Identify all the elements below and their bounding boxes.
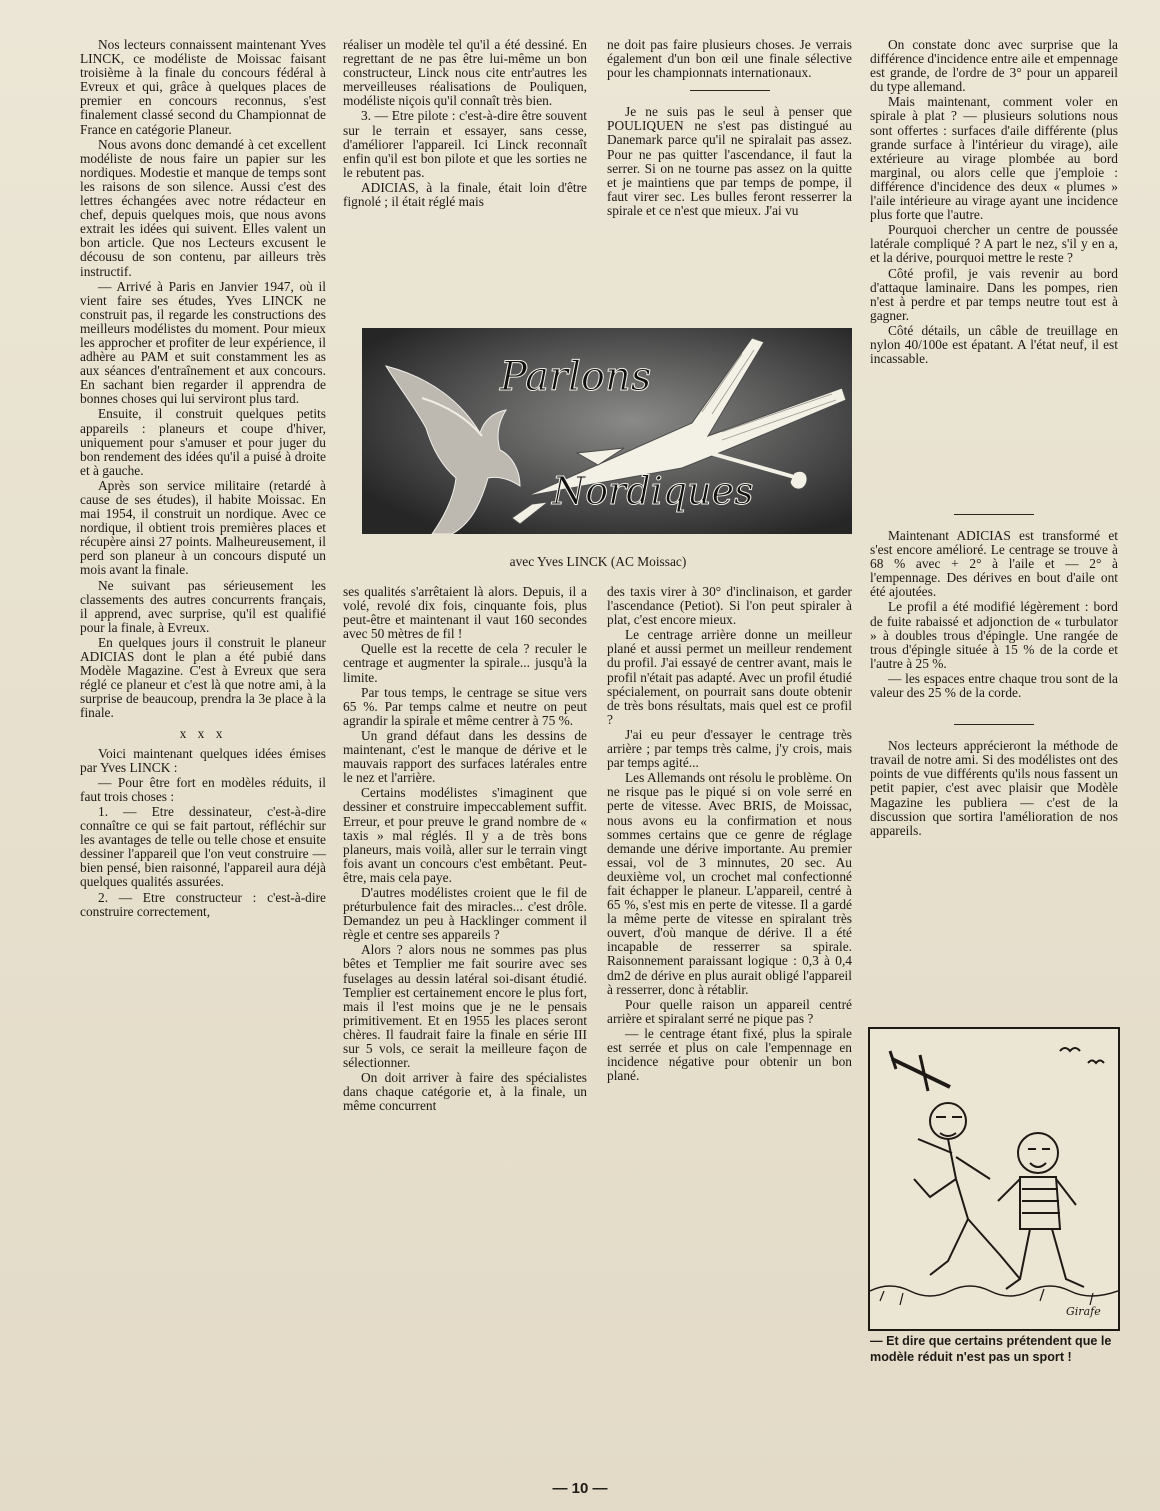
paragraph: — Arrivé à Paris en Janvier 1947, où il vient faire ses études, Yves LINCK ne construit pas, il regarde les constructions des meilleurs modélistes du moment. Pour mieux les approcher et profiter de leur expérience, il adhère au PAM et suit constamment les as aux séances d'entraînement et aux concours. En sachant bien regarder il apprendra de bonnes choses qui lui serviront plus tard. — [80, 278, 326, 407]
banner-title-line2: Nordiques — [552, 469, 754, 513]
paragraph: 3. — Etre pilote : c'est-à-dire être souvent sur le terrain et essayer, sans cesse, d'améliorer l'appareil. Ici Linck reconnaît enfin qu'il est bon pilote et que les sorties ne le rebutent pas. — [343, 108, 587, 180]
page-number: — 10 — — [552, 1480, 608, 1497]
column-2-top — [343, 38, 587, 210]
paragraph: — les espaces entre chaque trou sont de la valeur des 25 % de la corde. — [870, 670, 1118, 701]
banner-illustration — [362, 328, 852, 534]
column-2-bottom — [343, 585, 587, 1114]
paragraph: — le centrage étant fixé, plus la spirale est serrée et plus on cale l'empennage en incidence négative pour obtenir un bon plané. — [607, 1025, 852, 1084]
column-3-top — [607, 38, 852, 219]
paragraph: Maintenant ADICIAS est transformé et s'est encore amélioré. Le centrage se trouve à 68 % avec + 2° à l'aile et — 2° à l'empennage. Des dérives en bout d'aile ont été ajoutées. — [870, 528, 1118, 600]
paragraph: Je ne suis pas le seul à penser que POULIQUEN ne s'est pas distingué au Danemark parce qu'il ne spiralait pas assez. Pour ne pas quitter l'ascendance, il faut la serrer. Si on ne tourne pas assez on la quitte et je maintiens que par temps de pompe, il faut virer sec. Les bulles feront resserrer la spirale et ce n'est que mieux. J'ai vu — [607, 104, 852, 218]
paragraph: Un grand défaut dans les dessins de maintenant, c'est le manque de dérive et le mauvais rapport des surfaces latérales entre le nez et l'arrière. — [343, 727, 587, 786]
paragraph: Côté détails, un câble de treuillage en nylon 40/100e est épatant. A l'état neuf, il est incassable. — [870, 322, 1118, 367]
bird-icon — [1088, 1061, 1104, 1064]
artist-signature: Girafe — [1066, 1305, 1101, 1318]
paragraph: Pour quelle raison un appareil centré arrière et spiralant serré ne pique pas ? — [607, 996, 852, 1026]
paragraph: ADICIAS, à la finale, était loin d'être fignolé ; il était réglé mais — [343, 179, 587, 210]
paragraph: On constate donc avec surprise que la différence d'incidence entre aile et empennage est grande, de l'ordre de 3° pour un appareil du type allemand. — [870, 37, 1118, 95]
paragraph: Côté profil, je vais revenir au bord d'attaque laminaire. Dans les pompes, rien n'est à perdre et par temps neutre tout est à gagner. — [870, 265, 1118, 323]
paragraph: réaliser un modèle tel qu'il a été dessiné. En regrettant de ne pas être lui-même un bon constructeur, Linck nous cite entr'autres les merveilleuses réalisations de Pouliquen, modéliste niçois qu'il connaît très bien. — [343, 37, 587, 109]
column-4-bottom — [870, 512, 1118, 839]
laughing-man-figure — [998, 1133, 1084, 1289]
paragraph: Pourquoi chercher un centre de poussée latérale compliqué ? A part le nez, s'il y en a, et la dérive, pourquoi mettre le reste ? — [870, 222, 1118, 266]
paragraph: Quelle est la recette de cela ? reculer le centrage et augmenter la spirale... jusqu'à la limite. — [343, 641, 587, 685]
column-1 — [80, 38, 326, 920]
paragraph: Nous avons donc demandé à cet excellent modéliste de nous faire un papier sur les nordiques. Modestie et manque de temps sont les raisons de son silence. Aussi c'est des lettres échangées avec notre rédacteur en chef, depuis quelques mois, que nous avons extrait les idées qui suivent. Elles valent un bon article. Que nos Lecteurs excusent le décousu de son contenu, par ailleurs très instructif. — [80, 136, 326, 279]
paragraph: Nos lecteurs apprécieront la méthode de travail de notre ami. Si des modélistes ont des points de vue différents qu'ils nous fassent un petit papier, c'est avec plaisir que Modèle Magazine les publiera — c'est de la discussion que sortira l'amélioration de nos appareils. — [870, 738, 1118, 838]
paragraph: 1. — Etre dessinateur, c'est-à-dire connaître ce qui se fait partout, réfléchir sur les avantages de telle ou telle chose et ensuite dessiner l'appareil que l'on veut construire — bien pensé, bien raisonné, l'appareil aura déjà quelques qualités assurées. — [80, 803, 326, 890]
cartoon-caption: — Et dire que certains prétendent que le modèle réduit n'est pas un sport ! — [870, 1334, 1112, 1364]
divider — [954, 514, 1034, 515]
paragraph: Le centrage arrière donne un meilleur plané et aussi permet un meilleur rendement du profil. J'ai essayé de centrer avant, mais le profil n'était pas adapté. Avec un profil étudié spécialement, on pourrait sans doute obtenir de très bons résultats, mais quel est ce profil ? — [607, 627, 852, 727]
section-separator: x x x — [179, 725, 227, 741]
paragraph: ses qualités s'arrêtaient là alors. Depuis, il a volé, revolé dix fois, cinquante fois, plus peut-être et maintenant il vaut 160 secondes avec 50 mètres de fil ! — [343, 584, 587, 642]
paragraph: J'ai eu peur d'essayer le centrage très arrière ; par temps très calme, j'y crois, mais par temps agité... — [607, 726, 852, 771]
paragraph: Nos lecteurs connaissent maintenant Yves LINCK, ce modéliste de Moissac faisant troisième à la finale du concours fédéral à Evreux et qui, grâce à quelques places de premier en concours reconnus, s'est finalement classé second du Championnat de France en catégorie Planeur. — [80, 37, 326, 137]
paragraph: ne doit pas faire plusieurs choses. Je verrais également d'un bon œil une finale sélective pour les championnats internationaux. — [607, 37, 852, 81]
paragraph: Voici maintenant quelques idées émises par Yves LINCK : — [80, 745, 326, 775]
banner-title-line1: Parlons — [500, 354, 652, 400]
paragraph: Certains modélistes s'imaginent que dessiner et construire impeccablement suffit. Erreur, et pour preuve le grand nombre de « taxis » mal réglés. Il y a de très bons planeurs, mais voilà, aller sur le terrain vingt fois avant un concours c'est embêtant. Peut-être, mais cela paye. — [343, 785, 587, 885]
paragraph: Alors ? alors nous ne sommes pas plus bêtes et Templier me fait sourire avec ses fuselages au dessin latéral soi-disant étudié. Templier est certainement encore le plus fort, mais il l'est moins que je ne le pensais primitivement. Et en 1955 les places seront chères. Il faudrait faire la finale en série III sur 5 vols, ce serait la meilleure façon de sélectionner. — [343, 942, 587, 1071]
airplane-icon — [890, 1051, 950, 1091]
paragraph: On doit arriver à faire des spécialistes dans chaque catégorie et, à la finale, un même concurrent — [343, 1070, 587, 1114]
paragraph: D'autres modélistes croient que le fil de préturbulence fait des miracles... c'est drôle. Demandez un peu à Hacklinger comment il règle et centre ses appareils ? — [343, 884, 587, 943]
paragraph: Les Allemands ont résolu le problème. On ne risque pas le piqué si on vole serré en perte de vitesse. Avec BRIS, de Moissac, nous avons eu la confirmation et nous sommes certains que ce genre de réglage demande une dérive importante. Au premier essai, vol de 3 minnutes, 20 sec. Au deuxième vol, un crochet mal confectionné fait échapper le planeur. L'appareil, centré à 65 %, s'est mis en perte de vitesse. Il a gardé la même perte de vitesse en spiralant très ouvert, d'où manque de dérive. Il a été incapable de resserrer sa spirale. Raisonnement paraissant logique : 0,3 à 0,4 dm2 de dérive en plus aurait obligé l'appareil à resserrer, donc à rétablir. — [607, 770, 852, 997]
paragraph: 2. — Etre constructeur : c'est-à-dire construire correctement, — [80, 889, 326, 919]
article-banner — [362, 328, 852, 534]
cartoon — [868, 1027, 1120, 1331]
divider — [954, 724, 1034, 725]
paragraph: En quelques jours il construit le planeur ADICIAS dont le plan a été pubié dans Modèle Magazine. C'est à Evreux que sera réglé ce planeur et c'est là que notre ami, à la surprise de beaucoup, prendra la 3e place à la finale. — [80, 634, 326, 721]
paragraph: Par tous temps, le centrage se situe vers 65 %. Par temps calme et neutre on peut agrandir la spirale et même centrer à 75 %. — [343, 684, 587, 728]
paragraph: Mais maintenant, comment voler en spirale à plat ? — plusieurs solutions nous sont offertes : surfaces d'aile différente (plus grande surface à l'intérieur du virage), aile extérieure au virage plombée au bord marginal, ou alors celle que j'emploie : différence d'incidence des deux « plumes » l'aile intérieure au virage ayant une incidence plus forte que l'autre. — [870, 94, 1118, 223]
paragraph: Ensuite, il construit quelques petits appareils : planeurs et coupe d'hiver, uniquement pour s'amuser et pour juger du bon rendement des idées qu'il a puisé à droite et à gauche. — [80, 406, 326, 478]
column-4-top — [870, 38, 1118, 367]
paragraph: Le profil a été modifié légèrement : bord de fuite rabaissé et adjonction de « turbulator » à doubles trous d'épingle. Une rangée de trous d'épingle située à 15 % de la corde et l'autre à 25 %. — [870, 599, 1118, 671]
cartoon-drawing — [870, 1029, 1118, 1329]
paragraph: Ne suivant pas sérieusement les classements des autres concurrents français, il apprend, avec surprise, qu'il est qualifié pour la finale, à Evreux. — [80, 577, 326, 635]
paragraph: Après son service militaire (retardé à cause de ses études), il habite Moissac. En mai 1954, il construit un nordique. Avec ce nordique, il obtient trois premières places et récupère ainsi 27 points. Malheureusement, il perd son planeur à un concours disputé un mois avant la finale. — [80, 477, 326, 578]
divider — [690, 90, 770, 91]
paragraph: des taxis virer à 30° d'inclinaison, et garder l'ascendance (Petiot). Si l'on peut spiraler à plat, c'est encore mieux. — [607, 584, 852, 628]
column-3-bottom — [607, 585, 852, 1084]
paragraph: — Pour être fort en modèles réduits, il faut trois choses : — [80, 774, 326, 804]
banner-caption: avec Yves LINCK (AC Moissac) — [509, 554, 687, 569]
bird-icon — [1060, 1048, 1080, 1051]
running-man-figure — [914, 1103, 1020, 1279]
